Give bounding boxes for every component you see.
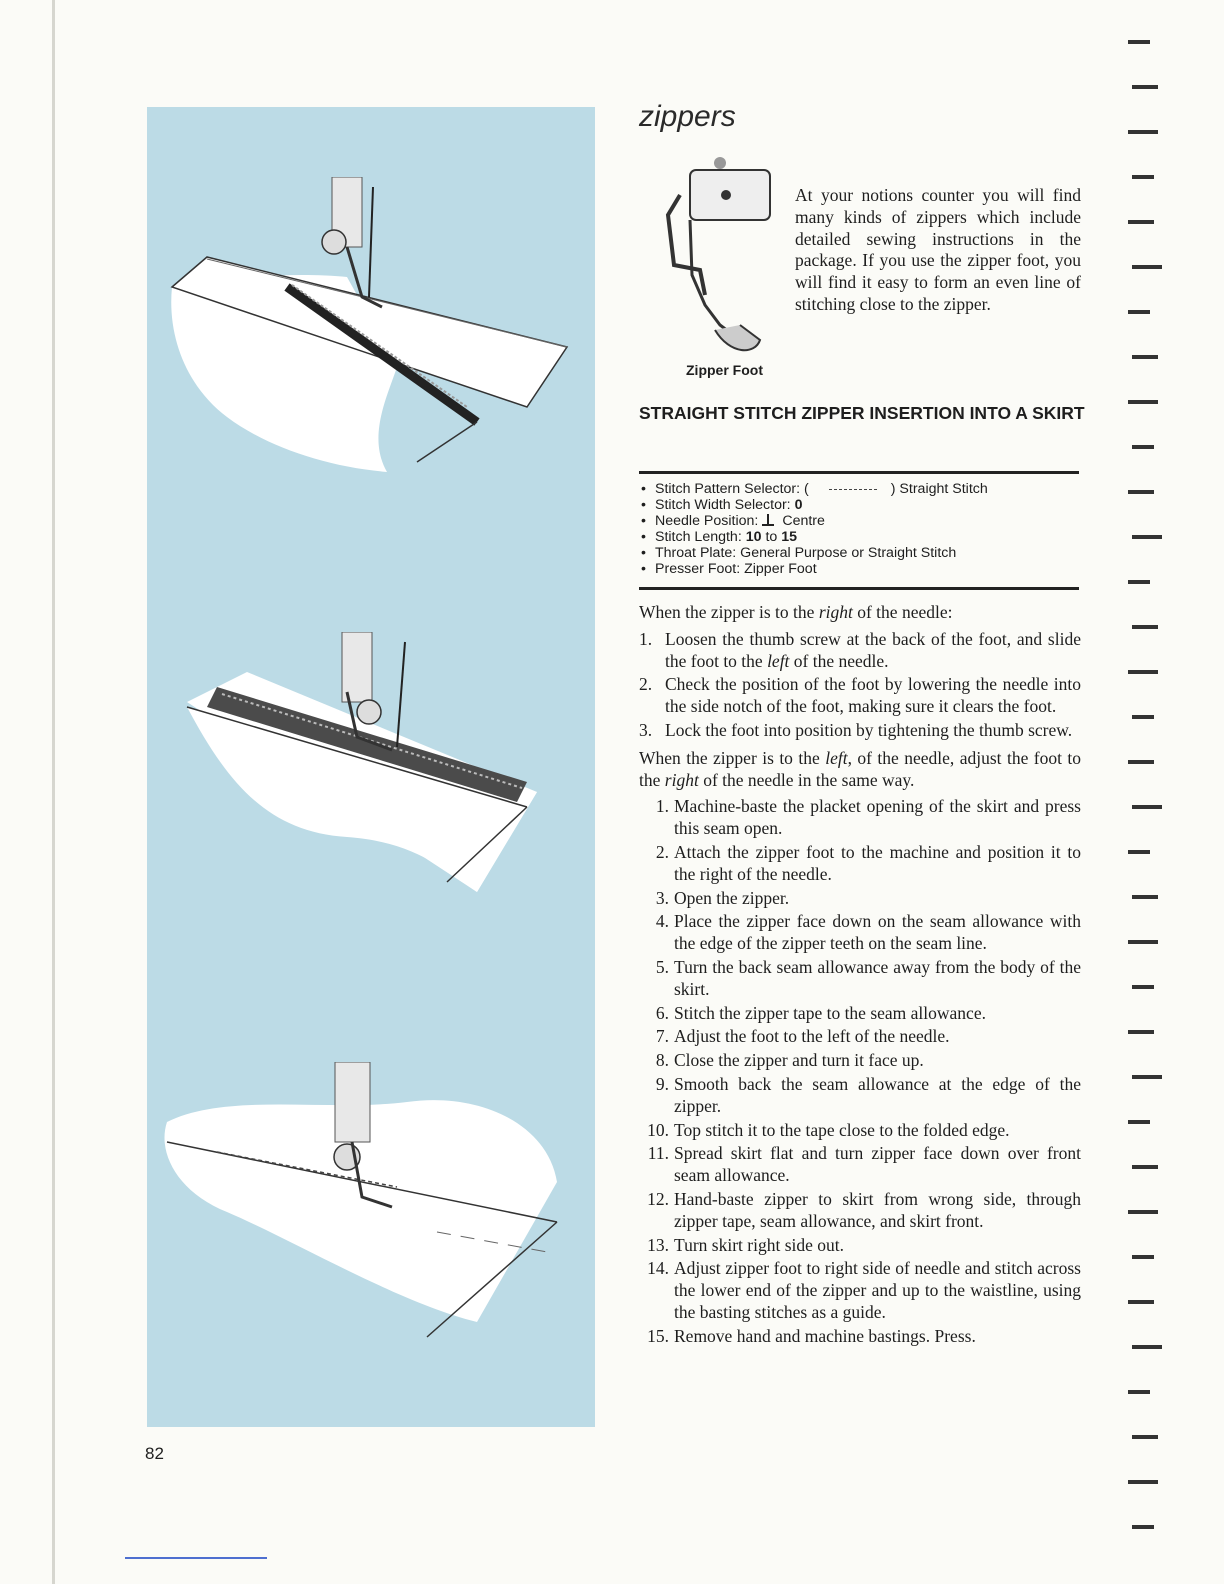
edge-tab-mark [1132, 895, 1158, 899]
edge-tab-mark [1128, 490, 1154, 494]
illustration-zipper-step-3 [147, 1062, 595, 1342]
setting-needle-position: • Needle Position: Centre [641, 513, 1081, 529]
edge-tab-mark [1128, 310, 1150, 314]
setting-presser-foot: • Presser Foot: Zipper Foot [641, 561, 1081, 577]
illustration-zipper-step-2 [147, 632, 595, 892]
instructions [639, 602, 1081, 1354]
list-item: 8. Close the zipper and turn it face up. [655, 1050, 924, 1071]
edge-tab-mark [1132, 175, 1154, 179]
left-side-intro: When the zipper is to the left, of the needle, adjust the foot to the right of the needle in the same way. [639, 747, 1082, 790]
setting-stitch-width: • Stitch Width Selector: 0 [641, 497, 1081, 513]
illustration-panel [147, 107, 595, 1427]
list-item: 5. Turn the back seam allowance away from the body of the skirt. [655, 956, 1081, 999]
edge-tab-mark [1128, 670, 1158, 674]
list-item: 15. Remove hand and machine bastings. Press. [647, 1325, 976, 1346]
list-item: 1. Machine-baste the placket opening of the skirt and press this seam open. [655, 796, 1081, 839]
edge-tab-mark [1132, 1525, 1154, 1529]
list-item: 3. Open the zipper. [655, 887, 790, 908]
edge-tab-mark [1132, 1345, 1162, 1349]
edge-tab-mark [1128, 1120, 1150, 1124]
list-item: 12. Hand-baste zipper to skirt from wrong side, through zipper tape, seam allowance, and skirt front. [647, 1188, 1081, 1231]
edge-tab-mark [1128, 940, 1158, 944]
page-number: 82 [145, 1444, 164, 1463]
edge-tab-mark [1128, 1030, 1154, 1034]
list-item: 7. Adjust the foot to the left of the needle. [655, 1026, 950, 1047]
edge-tab-mark [1128, 760, 1154, 764]
edge-tab-mark [1132, 445, 1154, 449]
edge-tab-mark [1132, 265, 1162, 269]
footer-rule [125, 1557, 267, 1559]
list-item: 4. Place the zipper face down on the seam allowance with the edge of the zipper teeth on the seam line. [655, 911, 1081, 954]
edge-tab-mark [1132, 535, 1162, 539]
right-side-steps [639, 629, 1081, 742]
edge-tab-mark [1132, 1165, 1158, 1169]
right-side-intro: When the zipper is to the right of the needle: [639, 602, 953, 622]
edge-tab-mark [1132, 715, 1154, 719]
edge-tab-mark [1132, 625, 1158, 629]
settings-top-rule [639, 471, 1079, 474]
edge-tab-mark [1132, 355, 1158, 359]
list-item: 2. Attach the zipper foot to the machine and position it to the right of the needle. [655, 841, 1081, 884]
edge-tab-mark [1128, 400, 1158, 404]
edge-tab-mark [1132, 1255, 1154, 1259]
edge-tab-mark [1132, 1435, 1158, 1439]
section-heading: STRAIGHT STITCH ZIPPER INSERTION INTO A SKIRT [639, 403, 1085, 423]
intro-paragraph: At your notions counter you will find many kinds of zippers which include detailed sewing instructions in the package. If you use the zipper foot, you will find it easy to form an even line of stitching close to the zipper. [795, 185, 1081, 314]
page-edge-tabs [1126, 20, 1166, 1560]
list-item: 9. Smooth back the seam allowance at the edge of the zipper. [655, 1073, 1081, 1116]
illustration-zipper-step-1 [147, 177, 595, 477]
edge-tab-mark [1128, 580, 1150, 584]
list-item: 3. Lock the foot into position by tightening the thumb screw. [639, 719, 1073, 740]
list-item: 11. Spread skirt flat and turn zipper face down over front seam allowance. [647, 1143, 1081, 1186]
zipper-foot-image [660, 155, 780, 365]
edge-tab-mark [1128, 1300, 1154, 1304]
edge-tab-mark [1132, 985, 1154, 989]
setting-stitch-pattern: • Stitch Pattern Selector: ( ) Straight Stitch [641, 481, 1081, 497]
page-title: zippers [639, 100, 736, 133]
edge-tab-mark [1128, 1210, 1158, 1214]
edge-tab-mark [1132, 805, 1162, 809]
list-item: 2. Check the position of the foot by lowering the needle into the side notch of the foot, making sure it clears the foot. [639, 674, 1081, 717]
straight-stitch-symbol [829, 489, 877, 490]
edge-tab-mark [1132, 85, 1158, 89]
zipper-foot-caption: Zipper Foot [686, 362, 763, 378]
edge-tab-mark [1128, 1480, 1158, 1484]
machine-settings-list [641, 481, 1081, 577]
edge-tab-mark [1132, 1075, 1162, 1079]
setting-throat-plate: • Throat Plate: General Purpose or Straight Stitch [641, 545, 1081, 561]
binding-edge [52, 0, 55, 1584]
setting-stitch-length: • Stitch Length: 10 to 15 [641, 529, 1081, 545]
insertion-steps [639, 796, 1081, 1347]
list-item: 14. Adjust zipper foot to right side of needle and stitch across the lower end of the zipper and up to the waistline, using the basting stitches as a guide. [647, 1258, 1081, 1322]
edge-tab-mark [1128, 850, 1150, 854]
edge-tab-mark [1128, 1390, 1150, 1394]
list-item: 1. Loosen the thumb screw at the back of the foot, and slide the foot to the left of the needle. [639, 628, 1081, 671]
edge-tab-mark [1128, 220, 1154, 224]
list-item: 10. Top stitch it to the tape close to the folded edge. [647, 1119, 1010, 1140]
list-item: 13. Turn skirt right side out. [647, 1234, 844, 1255]
settings-bottom-rule [639, 587, 1079, 590]
needle-centre-icon [762, 514, 774, 526]
edge-tab-mark [1128, 40, 1150, 44]
list-item: 6. Stitch the zipper tape to the seam allowance. [655, 1002, 986, 1023]
edge-tab-mark [1128, 130, 1158, 134]
